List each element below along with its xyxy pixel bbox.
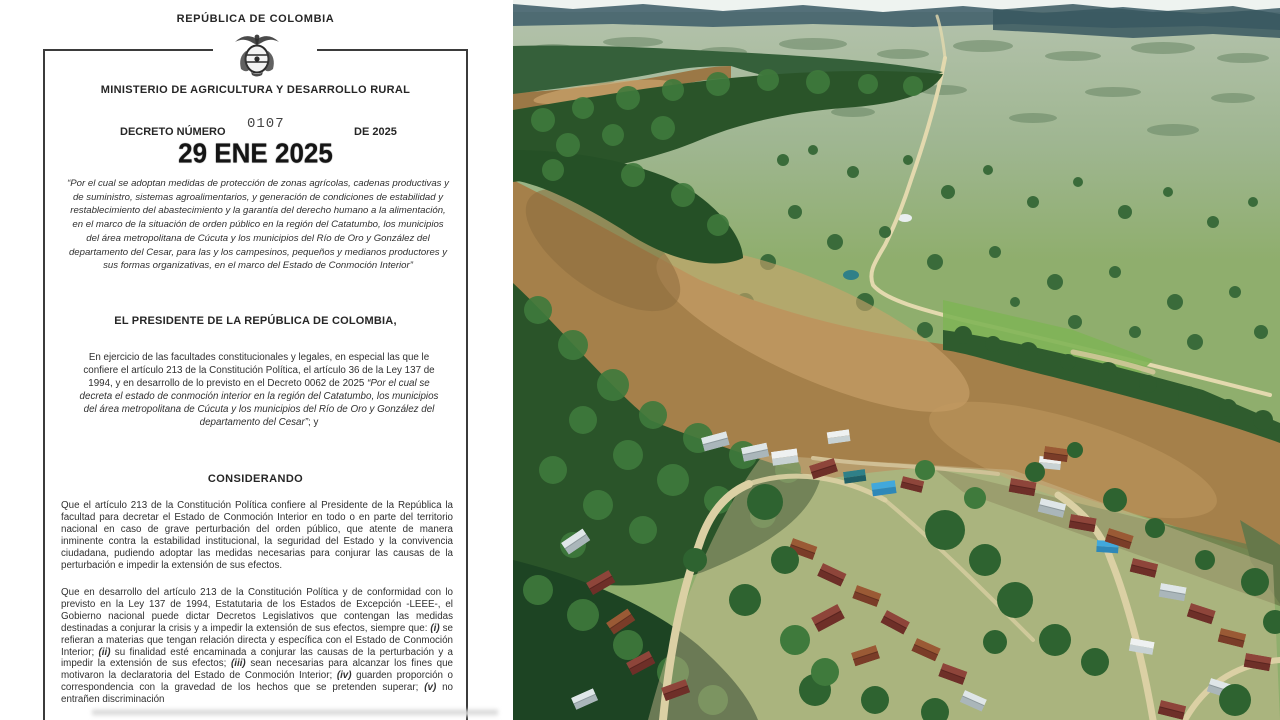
page-edge-shadow	[92, 710, 498, 716]
decree-document	[0, 0, 513, 720]
aerial-photo-illustration	[513, 0, 1280, 720]
considerando-paragraph-1: Que el artículo 213 de la Constitución Política confiere al Presidente de la República la facultad para decretar el Estado de Conmoción Interior en todo o en parte del territorio nacional en caso de grave perturbación del orden público, que atente de manera inminente contra la estabilidad institucional, la seguridad del Estado y la convivencia ciudadana, pudiendo adoptar las medidas necesarias para conjurar las causas de la perturbación e impedir la extensión de sus efectos.	[61, 500, 453, 571]
decree-number-label: DECRETO NÚMERO	[120, 126, 226, 138]
coat-of-arms-icon	[232, 29, 282, 79]
considerando-heading: CONSIDERANDO	[207, 473, 304, 485]
considerando-paragraph-2: Que en desarrollo del artículo 213 de la Constitución Política y de conformidad con lo previsto en la Ley 137 de 1994, Estatutaria de los Estados de Excepción -LEEE-, el Gobierno nacional puede dictar Decretos Legislativos que contengan las medidas destinadas a conjurar la crisis y a impedir la extensión de sus efectos, siempre que: (i) se refieran a materias que tengan relación directa y específica con el Estado de Conmoción Interior; (ii) su finalidad esté encaminada a conjurar las causas de la perturbación y a impedir la extensión de sus efectos; (iii) sean necesarias para alcanzar los fines que motivaron la declaratoria del Estado de Conmoción Interior; (iv) guarden proporción o correspondencia con la gravedad de los hechos que se pretenden superar; (v) no entrañen discriminación	[61, 587, 454, 706]
ministry-title: MINISTERIO DE AGRICULTURA Y DESARROLLO RURAL	[100, 84, 411, 96]
preamble-paragraph: En ejercicio de las facultades constitucionales y legales, en especial las que le confiere el artículo 213 de la Constitución Política, el artículo 36 de la Ley 137 de 1994, y en desarrollo de lo previsto en el Decreto 0062 de 2025 “Por el cual se decreta el estado de conmoción interior en la región del Catatumbo, los municipios del área metropolitana de Cúcuta y los municipios del Río de Oro y González del departamento del Cesar”; y	[79, 352, 439, 428]
president-heading: EL PRESIDENTE DE LA REPÚBLICA DE COLOMBIA,	[114, 315, 397, 327]
document-border-top-right-segment	[317, 49, 468, 51]
aerial-photo	[513, 0, 1280, 720]
decree-epigraph: “Por el cual se adoptan medidas de protección de zonas agrícolas, cadenas productivas y de suministro, sistemas agroalimentarios, y generación de condiciones de estabilidad y restablecimiento del abastecimiento y la garantía del derecho humano a la alimentación, en el marco de la situación de orden público en la región del Catatumbo, los municipios del área metropolitana de Cúcuta y los municipios del Río de Oro y González del departamento del Cesar, para las y los campesinos, pequeños y medianos productores y sus formas organizativas, en el marco del Estado de Conmoción Interior”	[67, 178, 449, 272]
date-stamp: 29 ENE 2025	[178, 136, 333, 170]
decree-year: DE 2025	[354, 126, 397, 138]
document-border-top-left-segment	[43, 49, 213, 51]
decree-number-value: 0107	[247, 116, 285, 132]
republic-title: REPÚBLICA DE COLOMBIA	[176, 13, 335, 25]
